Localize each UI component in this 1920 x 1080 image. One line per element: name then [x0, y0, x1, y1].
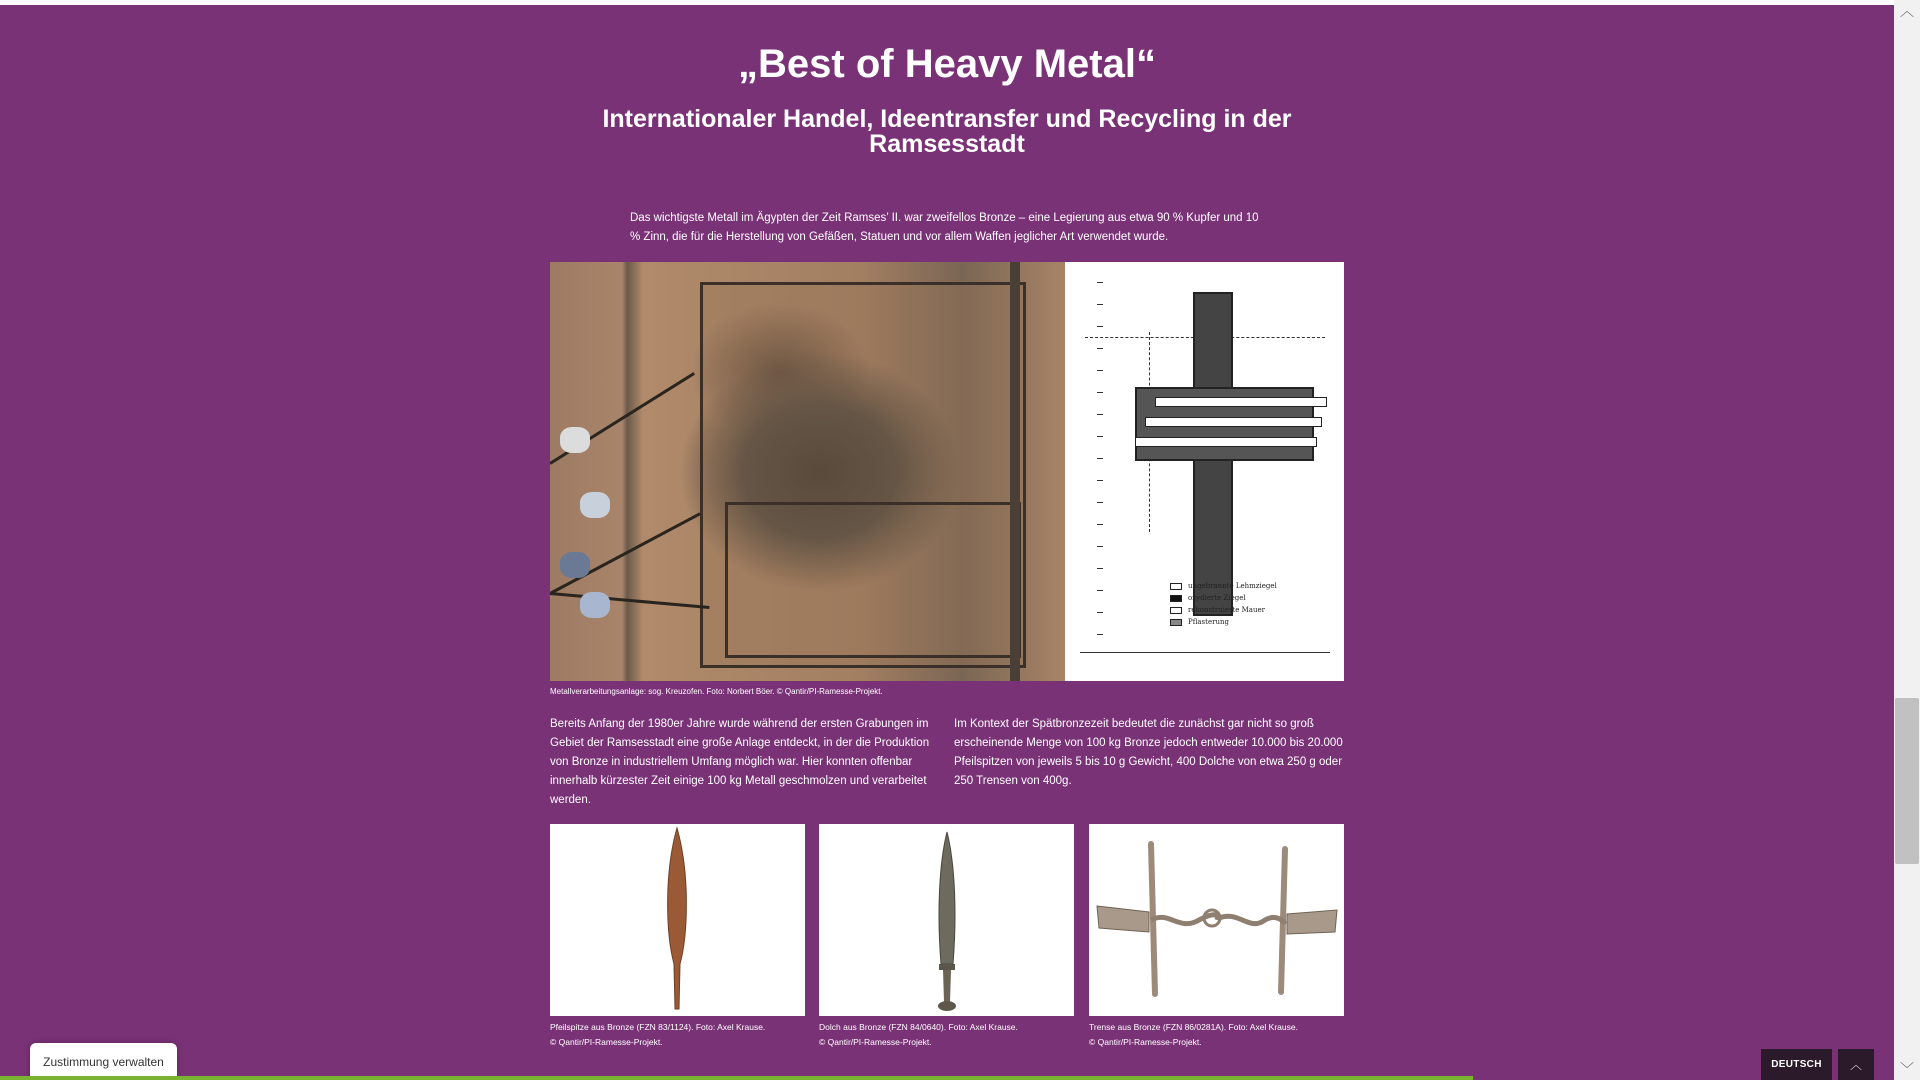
hero-caption: Metallverarbeitungsanlage: sog. Kreuzofen. Foto: Norbert Böer. © Qantir/PI-Ramesse-Projekt. [550, 687, 883, 696]
caption-line: © Qantir/PI-Ramesse-Projekt. [1089, 1037, 1202, 1047]
language-switcher[interactable]: DEUTSCH [1761, 1049, 1832, 1080]
hero-figure [550, 262, 1344, 681]
plan-scale-ticks [1097, 282, 1103, 642]
caption-line: Trense aus Bronze (FZN 86/0281A). Foto: Axel Krause. [1089, 1022, 1298, 1032]
caption-line: Pfeilspitze aus Bronze (FZN 83/1124). Foto: Axel Krause. [550, 1022, 766, 1032]
page-subtitle: Internationaler Handel, Ideentransfer und Recycling in der Ramsesstadt [602, 105, 1292, 158]
pole [550, 592, 710, 609]
legend-item [1170, 604, 1277, 616]
caption-line: © Qantir/PI-Ramesse-Projekt. [819, 1037, 932, 1047]
person-figure [580, 592, 610, 618]
text-column-left: Bereits Anfang der 1980er Jahre wurde während der ersten Grabungen im Gebiet der Ramsesstadt eine große Anlage entdeckt, in der die Produktion von Bronze in industriellem Umfang möglich war. Hier konnten offenbar innerhalb kürzester Zeit einige 100 kg Metall geschmolzen und verarbeitet werden. [550, 718, 930, 806]
scrollbar[interactable] [1894, 0, 1920, 1080]
scroll-to-top-button[interactable] [1838, 1049, 1874, 1080]
excavation-ditch [1010, 262, 1020, 681]
legend-item [1170, 580, 1277, 592]
plan-axis [1080, 652, 1330, 667]
legend-swatch [1170, 595, 1182, 602]
page-title: „Best of Heavy Metal“ [738, 42, 1156, 86]
reading-progress-bar [0, 1076, 1473, 1080]
bit-image [1089, 824, 1344, 1016]
caption-line: © Qantir/PI-Ramesse-Projekt. [550, 1037, 663, 1047]
scrollbar-thumb[interactable] [1895, 698, 1919, 864]
artifact-caption [1089, 1020, 1349, 1050]
legend-item [1170, 592, 1277, 604]
arrowhead-drawing [550, 824, 805, 1016]
legend-label: oxydierte Ziegel [1188, 594, 1246, 602]
caption-line: Dolch aus Bronze (FZN 84/0640). Foto: Axel Krause. [819, 1022, 1018, 1032]
excavation-photo [550, 262, 1065, 681]
person-figure [560, 427, 590, 453]
plan-wall [1155, 397, 1327, 407]
legend-label: Pflasterung [1188, 618, 1229, 626]
legend-label: ungebrannte Lehmziegel [1188, 582, 1277, 590]
artifact-caption [819, 1020, 1079, 1050]
kiln-plan-drawing [1065, 262, 1344, 681]
plan-legend [1170, 580, 1277, 628]
scroll-up-icon[interactable]: ︿ [1900, 3, 1914, 19]
person-figure [560, 552, 590, 578]
artifact-caption [550, 1020, 810, 1050]
consent-manage-button[interactable]: Zustimmung verwalten [30, 1043, 177, 1080]
legend-swatch [1170, 607, 1182, 614]
horse-bit-drawing [1089, 824, 1344, 1016]
plan-wall [1145, 417, 1322, 427]
legend-label: rekonstruierte Mauer [1188, 606, 1265, 614]
top-border [0, 0, 1894, 5]
dagger-image [819, 824, 1074, 1016]
person-figure [580, 492, 610, 518]
arrowhead-image [550, 824, 805, 1016]
chevron-up-icon: ︿ [1849, 1058, 1862, 1072]
scroll-down-icon[interactable]: ﹀ [1900, 1061, 1914, 1077]
dagger-drawing [819, 824, 1074, 1016]
intro-paragraph: Das wichtigste Metall im Ägypten der Zeit Ramses’ II. war zweifellos Bronze – eine Legierung aus etwa 90 % Kupfer und 10 % Zinn, die für die Herstellung von Gefäßen, Statuen und vor allem Waffen jeglicher Art verwendet wurde. [630, 212, 1259, 243]
excavation-trench [725, 502, 1021, 658]
legend-item [1170, 616, 1277, 628]
legend-swatch [1170, 619, 1182, 626]
text-column-right: Im Kontext der Spätbronzezeit bedeutet die zunächst gar nicht so groß erscheinende Menge von 100 kg Bronze jedoch entweder 10.000 bis 20.000 Pfeilspitzen von jeweils 5 bis 10 g Gewicht, 400 Dolche von etwa 250 g oder 250 Trensen von 400g. [954, 718, 1343, 787]
plan-wall [1135, 437, 1317, 447]
legend-swatch [1170, 583, 1182, 590]
